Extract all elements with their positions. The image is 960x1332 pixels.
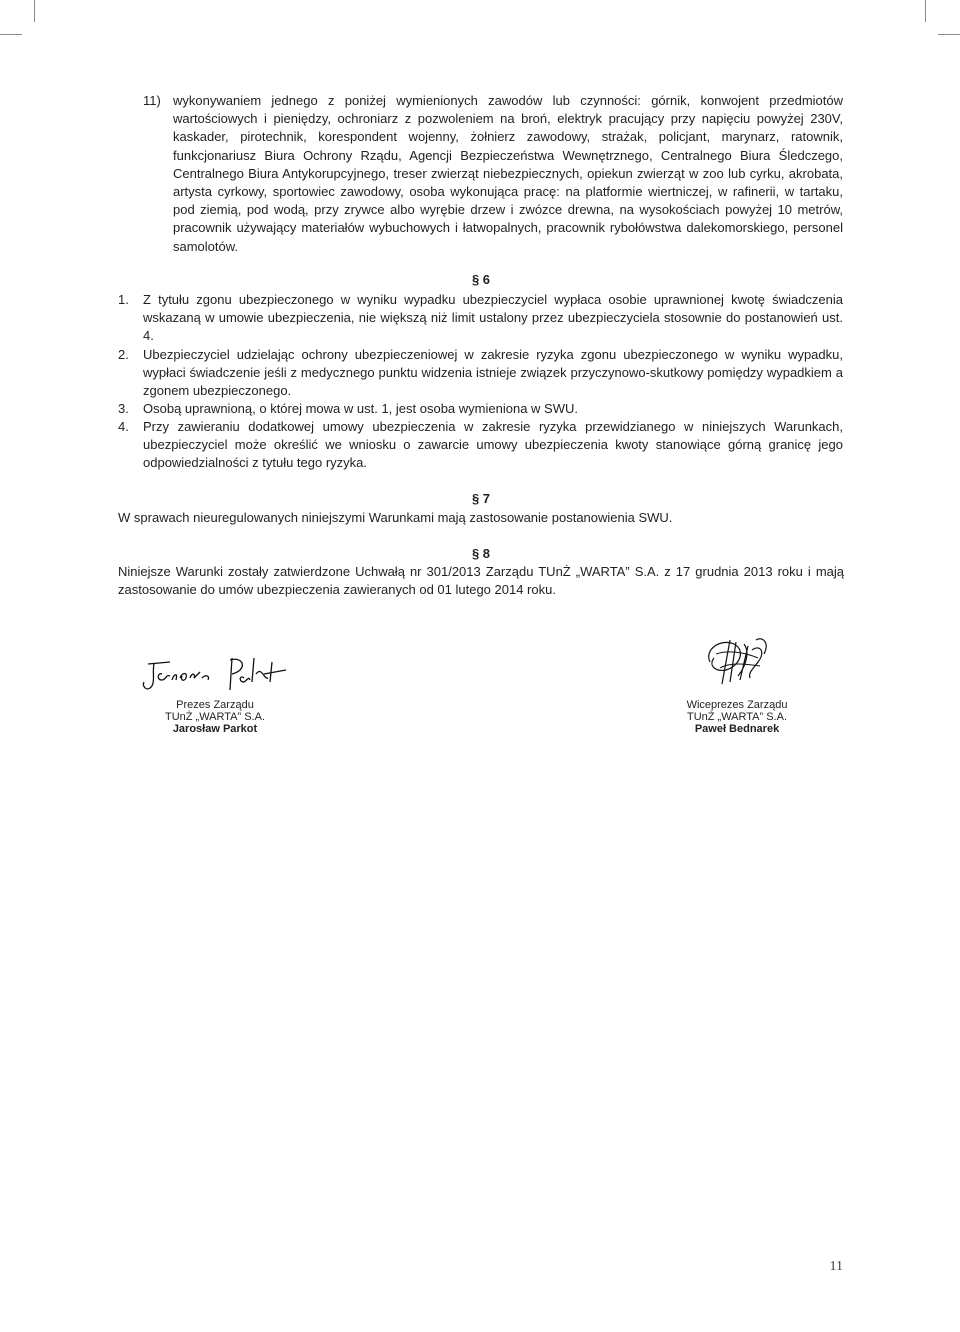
item-11-text: wykonywaniem jednego z poniżej wymienionych zawodów lub czynności: górnik, konwojent przedmiotów wartościowych i pieniędzy, ochroniarz z pozwoleniem na broń, elektryk pracujący przy napięciu powyżej 230V, kaskader, pirotechnik, korespondent wojenny, żołnierz zawodowy, strażak, policjant, marynarz, ratownik, funkcjonariusz Biura Ochrony Rządu, Agencji Bezpieczeństwa Wewnętrznego, Centralnego Biura Śledczego, Centralnego Biura Antykorupcyjnego, treser zwierząt niebezpiecznych, opiekun zwierząt w zoo lub cyrku, akrobata, artysta cyrkowy, sportowiec zawodowy, osoba wykonująca pracę: na platformie wiertniczej, w rafinerii, w tartaku, pod ziemią, pod wodą, przy zrywce albo wyrębie drzew i zwózce drewna, na wysokościach powyżej 10 metrów, pracownik używający materiałów wybuchowych i łatwopalnych, pracownik rybołówstwa dalekomorskiego, personel samolotów. [173,93,843,254]
section-6-heading: § 6 [471,272,491,287]
signature-left-role: Prezes Zarządu [176,699,254,711]
crop-mark-top-right-v [925,0,926,22]
section-6-item-3-number: 3. [118,401,129,416]
signature-right-block [627,699,847,735]
signature-left-company: TUnŻ „WARTA” S.A. [164,711,266,723]
signature-right-name: Paweł Bednarek [694,723,780,735]
section-6-item-2-text: Ubezpieczyciel udzielając ochrony ubezpieczeniowej w zakresie ryzyka zgonu ubezpieczonego w wyniku wypadku, wypłaci świadczenie jeśli z medycznego punktu widzenia istnieje związek przyczynowo-skutkowy pomiędzy wypadkiem a zgonem ubezpieczonego. [143,347,843,399]
section-6-item-3-text: Osobą uprawnioną, o której mowa w ust. 1, jest osoba wymieniona w SWU. [143,401,578,416]
section-8-heading: § 8 [471,546,491,561]
section-6-item-2-number: 2. [118,347,129,362]
page-number: 11 [829,1259,843,1274]
signature-left-name: Jarosław Parkot [172,723,258,735]
section-6-item-4-text: Przy zawieraniu dodatkowej umowy ubezpieczenia w zakresie ryzyka przewidzianego w niniejszych Warunkach, ubezpieczyciel może określić we wniosku o zawarcie umowy ubezpieczenia kwoty stanowiące górną granicę jego odpowiedzialności z tytułu tego ryzyka. [143,419,843,471]
section-8-text: Niniejsze Warunki zostały zatwierdzone Uchwałą nr 301/2013 Zarządu TUnŻ „WARTA” S.A. z 17 grudnia 2013 roku i mają zastosowanie do umów ubezpieczenia zawieranych od 01 lutego 2014 roku. [118,564,844,598]
signature-right-role: Wiceprezes Zarządu [686,699,788,711]
signature-left-block [105,699,325,735]
crop-mark-top-right-h [938,34,960,35]
crop-mark-top-left-v [34,0,35,22]
section-6-item-1-number: 1. [118,292,129,307]
signature-right-handwriting [700,632,780,692]
section-7-text: W sprawach nieuregulowanych niniejszymi Warunkami mają zastosowanie postanowienia SWU. [118,510,673,525]
section-6-item-1-text: Z tytułu zgonu ubezpieczonego w wyniku wypadku ubezpieczyciel wypłaca osobie uprawnionej kwotę świadczenia wskazaną w umowie ubezpieczenia, nie większą niż limit ustalony przez ubezpieczyciela stosownie do postanowień ust. 4. [143,292,843,344]
item-11-number: 11) [143,93,161,108]
section-6-item-4-number: 4. [118,419,129,434]
section-7-heading: § 7 [471,491,491,506]
signature-left-handwriting [140,650,300,694]
crop-mark-top-left-h [0,34,22,35]
signature-right-company: TUnŻ „WARTA” S.A. [686,711,788,723]
